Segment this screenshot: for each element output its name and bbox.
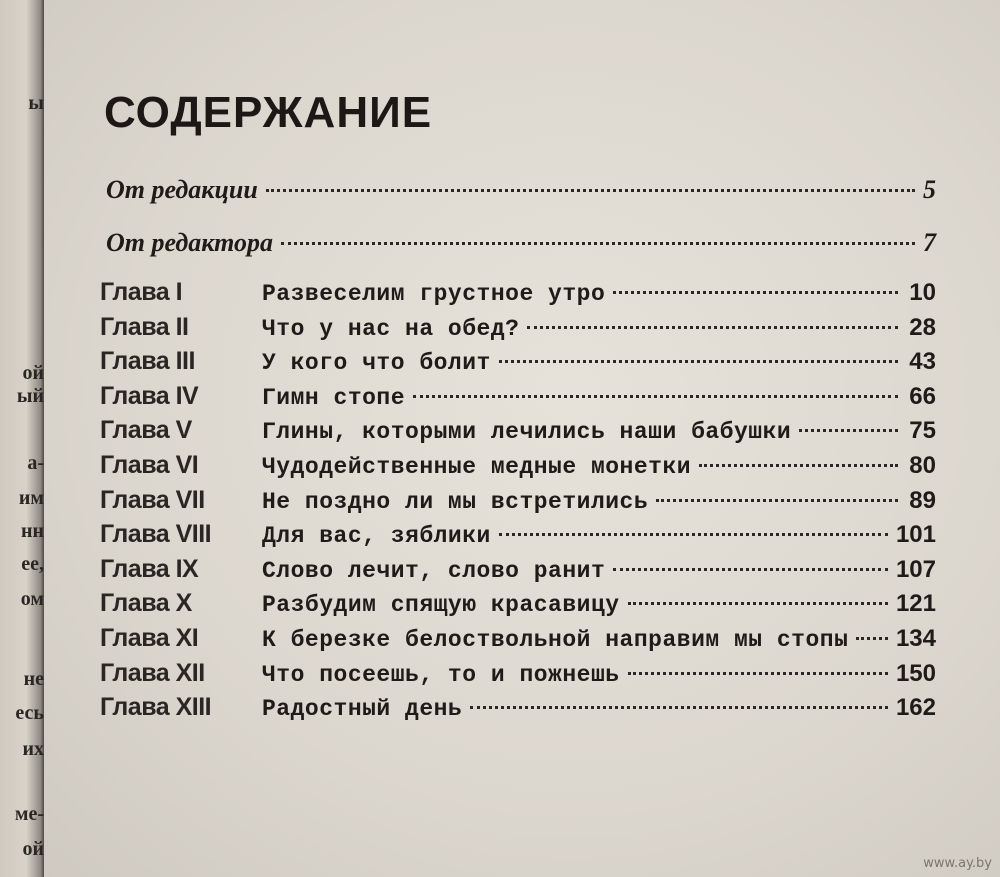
chapter-page: 10 [909,279,936,306]
chapter-label: Глава VII [100,485,205,514]
toc-row [100,624,936,659]
toc-row [100,486,936,521]
page-title: СОДЕРЖАНИЕ [104,88,433,137]
dot-leader [413,395,898,398]
watermark: www.ay.by [923,856,992,871]
toc-row [100,451,936,486]
dot-leader [613,568,888,571]
left-page-fragment: а- [27,452,44,474]
left-page-fragment: ее, [21,553,44,575]
dot-leader [281,242,915,245]
chapter-label: Глава I [100,278,183,306]
front-entry-title: От редакции [106,175,258,204]
front-entry-title: От редактора [106,228,274,257]
chapter-label: Глава IV [100,381,199,410]
chapter-title: Развеселим грустное утро [262,281,606,307]
chapter-title: Чудодейственные медные монетки [262,453,692,480]
chapter-label: Глава XII [100,658,205,687]
dot-leader [499,533,888,536]
chapter-page: 150 [895,659,936,687]
dot-leader [613,291,898,294]
chapter-title: Что посеешь, то и пожнешь [262,661,620,688]
chapter-label: Глава VI [100,450,199,479]
chapter-title: Глины, которыми лечились наши бабушки [262,419,792,446]
left-page-fragment: им [18,487,44,509]
toc-row [100,520,936,555]
dot-leader [799,429,898,432]
left-page-fragment: ом [20,588,44,610]
chapter-title: К березке белоствольной направим мы стопы [262,626,849,653]
chapter-title: Радостный день [262,696,463,723]
chapter-label: Глава XI [100,623,199,652]
chapter-page: 101 [895,521,936,549]
front-entry-page: 7 [923,228,936,257]
toc-front-entry [106,228,936,268]
left-page-fragment: ый [16,385,44,407]
toc-row [100,278,936,313]
dot-leader [628,672,888,675]
left-page-fragment: нн [20,520,44,542]
chapter-page: 121 [895,590,936,618]
left-page-fragment: их [22,738,44,760]
chapter-label: Глава X [100,589,192,618]
chapter-title: Что у нас на обед? [262,315,520,342]
left-page-fragment: есь [15,702,44,724]
toc-row [100,382,936,417]
chapter-title: Разбудим спящую красавицу [262,592,620,619]
dot-leader [470,706,888,709]
toc-row [100,659,936,694]
chapter-label: Глава IX [100,554,199,583]
left-page-fragment: ой [22,362,44,384]
left-page-fragment: не [23,668,44,690]
chapter-title: Не поздно ли мы встретились [262,488,649,515]
front-entry-page: 5 [923,175,936,204]
dot-leader [499,360,898,363]
chapter-page: 66 [909,382,936,410]
chapter-page: 89 [909,486,936,514]
dot-leader [656,499,898,502]
dot-leader [527,326,898,329]
chapter-label: Глава III [100,347,195,376]
chapter-page: 107 [895,555,936,583]
toc-row [100,693,936,728]
left-page-fragment: ой [22,838,44,860]
chapter-label: Глава XIII [100,693,212,722]
toc-row [100,347,936,382]
chapter-page: 134 [895,624,936,652]
toc-row [100,313,936,348]
chapter-page: 75 [909,417,936,445]
toc-row [100,589,936,624]
chapter-page: 80 [909,451,936,479]
chapter-title: Гимн стопе [262,384,406,411]
chapter-label: Глава II [100,312,189,341]
chapter-page: 43 [909,348,936,376]
chapter-page: 28 [909,313,936,341]
dot-leader [699,464,898,467]
toc-front-entry [106,175,936,215]
chapter-label: Глава V [100,416,192,445]
left-page-edge [0,0,44,877]
chapter-page: 162 [895,694,936,722]
toc-row [100,416,936,451]
chapter-title: У кого что болит [262,350,491,377]
toc-row [100,555,936,590]
dot-leader [856,637,888,640]
chapter-title: Для вас, зяблики [262,523,491,550]
chapter-title: Слово лечит, слово ранит [262,557,606,584]
toc-chapter-list [100,278,936,728]
book-page [44,0,1000,877]
left-page-fragment: ы [28,92,44,114]
chapter-label: Глава VIII [100,520,212,549]
dot-leader [628,602,888,605]
left-page-fragment: ме- [14,803,44,825]
dot-leader [266,189,915,192]
